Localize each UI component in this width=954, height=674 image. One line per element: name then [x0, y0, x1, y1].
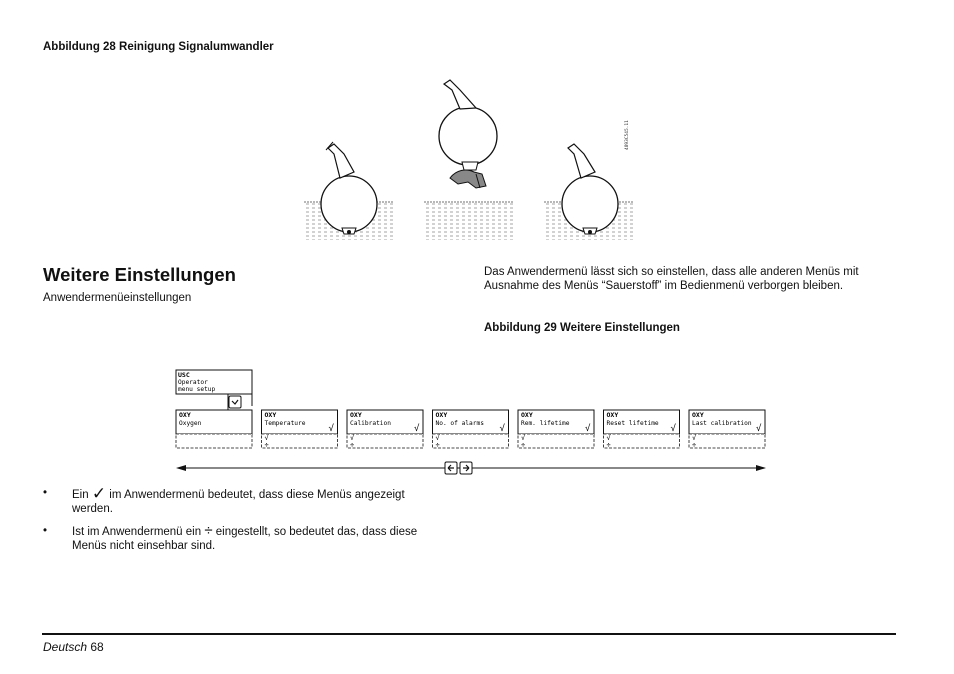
- divide-option: ÷: [350, 441, 355, 449]
- checkmark-icon: √: [585, 424, 591, 434]
- menu-root-line2: Operator: [178, 379, 208, 386]
- menu-item-box: [689, 410, 765, 449]
- checkmark-option: √: [521, 434, 526, 442]
- figure-code: 4893C545.11: [625, 120, 630, 150]
- menu-item-line1: OXY: [350, 411, 362, 419]
- menu-item-label: Oxygen: [179, 420, 202, 427]
- menu-item-box: [518, 410, 594, 449]
- menu-item-line1: OXY: [606, 411, 619, 419]
- checkmark-icon: √: [499, 424, 505, 434]
- divide-option: ÷: [435, 441, 440, 449]
- bullet-divide: • Ist im Anwendermenü ein ÷ eingestellt, so bedeutet das, dass diese Menüs nicht einsehbar sind.: [43, 522, 418, 552]
- checkmark-option: √: [350, 434, 355, 442]
- menu-root-box: [176, 370, 252, 410]
- bullet-list: [43, 486, 443, 561]
- menu-item-box: [433, 410, 509, 449]
- signal-converter-cleaning-illustration: [300, 78, 640, 246]
- menu-item-label: Rem. lifetime: [521, 420, 570, 427]
- footer-language: Deutsch: [43, 640, 88, 654]
- checkmark-option: √: [435, 434, 440, 442]
- checkmark-icon: √: [756, 424, 762, 434]
- menu-item-line1: OXY: [435, 411, 448, 419]
- arrow-left-head: [176, 465, 186, 471]
- divide-option: ÷: [692, 441, 697, 449]
- menu-item-box: [604, 410, 680, 449]
- menu-item-line1: OXY: [692, 411, 704, 419]
- checkmark-option: √: [692, 434, 697, 442]
- checkmark-option: √: [264, 434, 269, 442]
- right-arrow-key-icon: [460, 462, 472, 474]
- divide-icon: ÷: [204, 522, 213, 539]
- menu-item-label: Last calibration: [692, 420, 752, 427]
- menu-root-line1: USC: [178, 371, 190, 379]
- divide-option: ÷: [521, 441, 526, 449]
- menu-item-label: Temperature: [264, 420, 306, 427]
- menu-item-box: [347, 410, 423, 449]
- enter-key-icon: [229, 396, 241, 408]
- arrow-right-head: [756, 465, 766, 471]
- menu-item-label: Calibration: [350, 420, 391, 427]
- intro-paragraph: Das Anwendermenü lässt sich so einstellen, dass alle anderen Menüs mit Ausnahme des Menüs “Sauerstoff” im Bedienmenü verborgen bleiben.: [484, 266, 859, 292]
- menu-item-label: Reset lifetime: [606, 420, 659, 427]
- menu-item-box: [262, 410, 338, 449]
- sensor-in-water-right: [544, 144, 634, 240]
- figure-28-caption: Abbildung 28 Reinigung Signalumwandler: [43, 41, 274, 53]
- section-heading: Weitere Einstellungen: [43, 264, 236, 285]
- checkmark-icon: √: [328, 424, 334, 434]
- bullet-checkmark: • Ein ✓ im Anwendermenü bedeutet, dass diese Menüs angezeigt werden.: [43, 484, 405, 515]
- sensor-in-water-left: [304, 142, 394, 240]
- menu-root-line3: menu setup: [178, 386, 216, 393]
- menu-item-label: No. of alarms: [435, 420, 484, 427]
- checkmark-icon: √: [414, 424, 420, 434]
- divide-option: ÷: [264, 441, 269, 449]
- menu-item-box: [176, 410, 252, 448]
- checkmark-option: √: [606, 434, 611, 442]
- footer-rule: [42, 633, 896, 635]
- menu-item-line1: OXY: [521, 411, 533, 419]
- checkmark-icon: √: [670, 424, 676, 434]
- section-subheading: Anwendermenüeinstellungen: [43, 292, 192, 304]
- page-footer: [43, 640, 104, 654]
- left-arrow-key-icon: [445, 462, 457, 474]
- checkmark-icon: ✓: [91, 484, 107, 503]
- divide-option: ÷: [606, 441, 611, 449]
- menu-item-line1: OXY: [264, 411, 277, 419]
- menu-structure-diagram: [170, 366, 770, 478]
- sensor-lifted-cleaning: [424, 80, 514, 240]
- menu-item-line1: OXY: [179, 411, 191, 419]
- figure-29-caption: Abbildung 29 Weitere Einstellungen: [484, 322, 680, 334]
- page-number: 68: [90, 640, 104, 654]
